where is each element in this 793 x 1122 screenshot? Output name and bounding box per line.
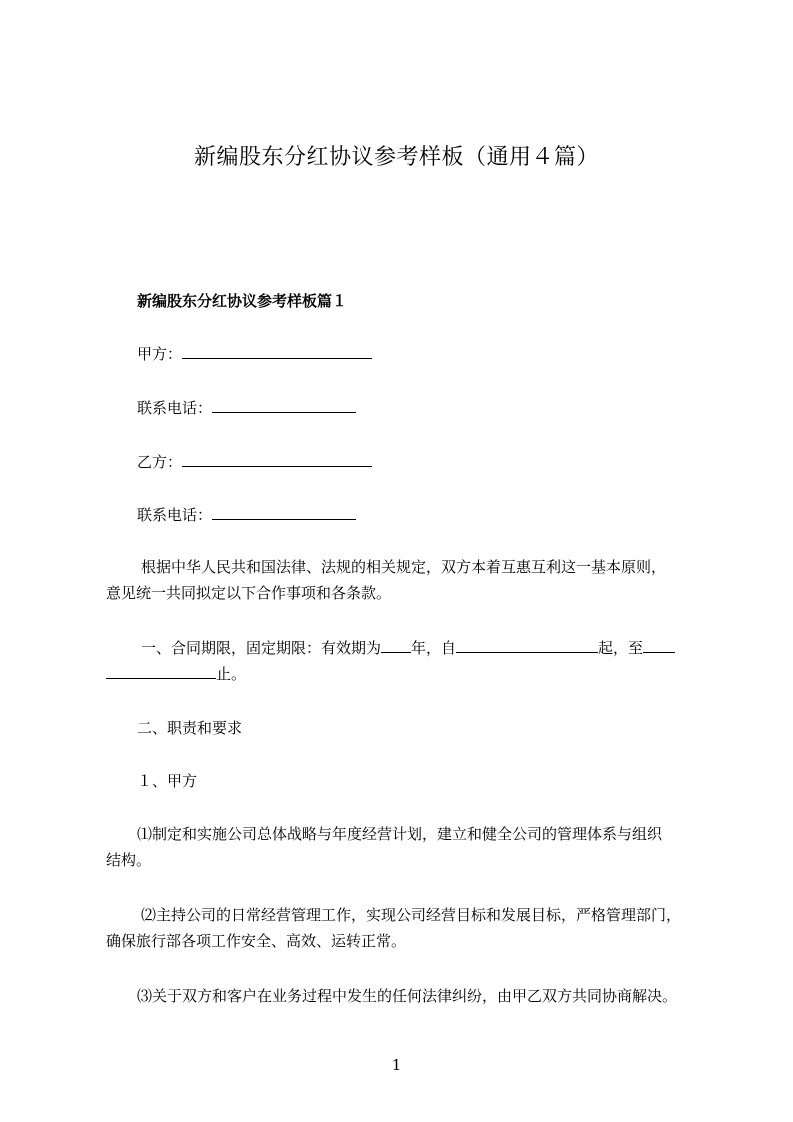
clause-1-line-1 — [141, 638, 675, 658]
document-title: 新编股东分红协议参考样板（通用４篇） — [193, 145, 599, 170]
party-b-blank — [182, 452, 372, 467]
years-blank — [381, 638, 411, 653]
start-date-blank — [456, 638, 598, 653]
page-number: 1 — [391, 1056, 402, 1074]
phone-label-2: 联系电话： — [137, 506, 213, 524]
item-2-line-2: 确保旅行部各项工作安全、高效、运转正常。 — [106, 932, 407, 950]
party-b-line — [137, 452, 372, 472]
clause-1-line-2 — [106, 664, 246, 684]
intro-line-2: 意见统一共同拟定以下合作事项和各条款。 — [106, 584, 392, 602]
party-a-blank — [182, 344, 372, 359]
clause-2-heading: 二、职责和要求 — [137, 719, 243, 737]
section-title: 新编股东分红协议参考样板篇１ — [137, 292, 348, 310]
clause-1-text-c: 起，至 — [598, 639, 644, 657]
clause-1-text-a: 一、合同期限，固定期限：有效期为 — [141, 639, 382, 657]
intro-line-1: 根据中华人民共和国法律、法规的相关规定，双方本着互惠互利这一基本原则， — [141, 558, 667, 576]
phone-line-2 — [137, 505, 356, 525]
phone-label-1: 联系电话： — [137, 399, 213, 417]
clause-1-text-b: 年，自 — [411, 639, 457, 657]
phone-blank-2 — [212, 505, 356, 520]
item-2-line-1: ⑵主持公司的日常经营管理工作，实现公司经营目标和发展目标，严格管理部门， — [141, 906, 682, 924]
sub-heading-party-a: １、甲方 — [137, 772, 198, 790]
party-a-line — [137, 344, 372, 364]
item-1-line-1: ⑴制定和实施公司总体战略与年度经营计划，建立和健全公司的管理体系与组织 — [137, 825, 663, 843]
item-3: ⑶关于双方和客户在业务过程中发生的任何法律纠纷，由甲乙双方共同协商解决。 — [137, 987, 678, 1005]
clause-1-text-d: 止。 — [216, 665, 247, 683]
party-b-label: 乙方： — [137, 453, 183, 471]
item-1-line-2: 结构。 — [106, 851, 152, 869]
phone-line-1 — [137, 398, 356, 418]
end-date-blank-a — [643, 638, 675, 653]
party-a-label: 甲方： — [137, 345, 183, 363]
end-date-blank-b — [106, 664, 216, 679]
phone-blank-1 — [212, 398, 356, 413]
